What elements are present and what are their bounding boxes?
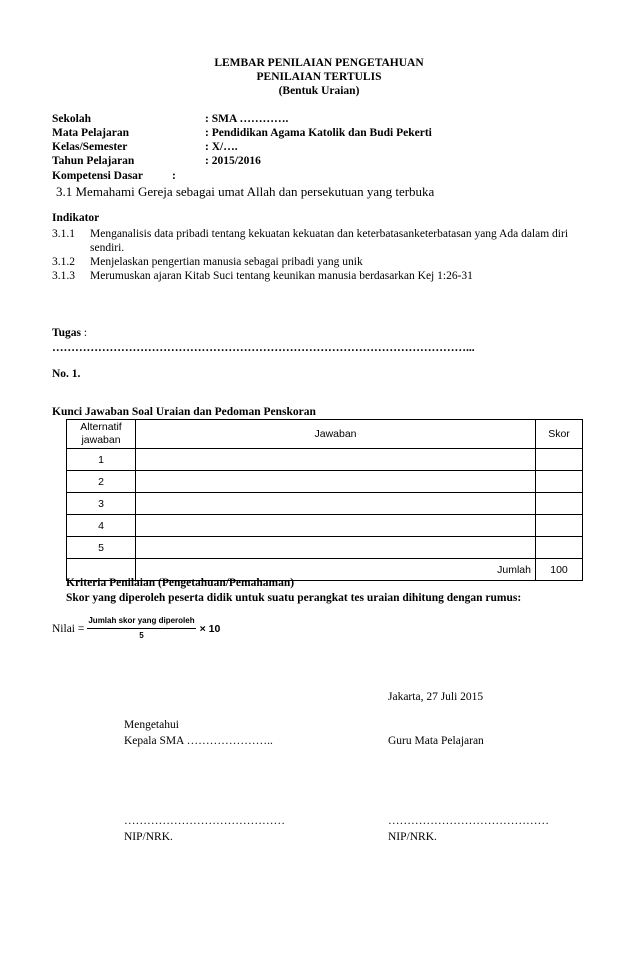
table-header-row — [67, 420, 583, 449]
jumlah-value: 100 — [536, 559, 583, 581]
mengetahui-label: Mengetahui — [124, 719, 179, 731]
kd-text: 3.1 Memahami Gereja sebagai umat Allah dan persekutuan yang terbuka — [56, 184, 435, 199]
kriteria-text: Skor yang diperoleh peserta didik untuk suatu perangkat tes uraian dihitung dengan rumus: — [66, 592, 522, 604]
table-row — [67, 449, 583, 471]
score-cell[interactable] — [536, 471, 583, 493]
table-row — [67, 493, 583, 515]
answer-cell[interactable] — [136, 537, 536, 559]
info-value-sekolah: : SMA …………. — [205, 113, 289, 125]
formula-denominator: 5 — [139, 631, 144, 640]
row-number: 2 — [67, 471, 136, 493]
indikator-label: Indikator — [52, 212, 100, 224]
doc-title: LEMBAR PENILAIAN PENGETAHUAN — [214, 57, 424, 69]
info-value-mapel: : Pendidikan Agama Katolik dan Budi Pekerti — [205, 127, 432, 139]
score-cell[interactable] — [536, 449, 583, 471]
score-cell[interactable] — [536, 515, 583, 537]
question-number: No. 1. — [52, 368, 81, 380]
nip-right: NIP/NRK. — [388, 831, 437, 843]
info-value-tahun: : 2015/2016 — [205, 155, 261, 167]
indikator-num-1: 3.1.1 — [52, 228, 75, 240]
answer-cell[interactable] — [136, 493, 536, 515]
header-alternatif: Alternatif jawaban — [67, 420, 136, 449]
kd-colon: : — [172, 170, 176, 182]
doc-form-type: (Bentuk Uraian) — [278, 85, 360, 97]
indikator-text-1: Menganalisis data pribadi tentang kekuatan kekuatan dan keterbatasanketerbatasan yang Ada dalam diri — [90, 228, 569, 240]
indikator-text-2: Menjelaskan pengertian manusia sebagai pribadi yang unik — [90, 256, 363, 268]
header-jawaban: Jawaban — [136, 420, 536, 449]
jumlah-label: Jumlah — [136, 559, 536, 581]
place-date: Jakarta, 27 Juli 2015 — [388, 691, 484, 703]
nip-left: NIP/NRK. — [124, 831, 173, 843]
kepala-sekolah-label: Kepala SMA ………………….. — [124, 735, 273, 747]
answer-cell[interactable] — [136, 471, 536, 493]
row-number: 4 — [67, 515, 136, 537]
scoring-table — [66, 419, 583, 581]
indikator-text-1-cont: sendiri. — [90, 242, 125, 254]
kd-label: Kompetensi Dasar — [52, 170, 144, 182]
row-number: 3 — [67, 493, 136, 515]
formula — [52, 614, 220, 643]
formula-fraction — [87, 614, 195, 643]
table-row — [67, 471, 583, 493]
tugas-dots: ………………………………………………………………………………………………... — [52, 342, 475, 354]
row-number: 1 — [67, 449, 136, 471]
signature-line-left: …………………………………… — [124, 815, 285, 827]
table-row — [67, 515, 583, 537]
guru-label: Guru Mata Pelajaran — [388, 735, 484, 747]
indikator-num-2: 3.1.2 — [52, 256, 75, 268]
score-cell[interactable] — [536, 537, 583, 559]
info-label-mapel: Mata Pelajaran — [52, 127, 129, 139]
doc-subtitle: PENILAIAN TERTULIS — [256, 71, 382, 83]
info-label-sekolah: Sekolah — [52, 113, 91, 125]
kunci-title: Kunci Jawaban Soal Uraian dan Pedoman Penskoran — [52, 406, 316, 418]
table-row — [67, 537, 583, 559]
formula-numerator: Jumlah skor yang diperoleh — [87, 614, 195, 629]
kriteria-title: Kriteria Penilaian (Pengetahuan/Pemahaman) — [66, 577, 295, 589]
info-value-kelas: : X/…. — [205, 141, 238, 153]
indikator-num-3: 3.1.3 — [52, 270, 75, 282]
info-label-kelas: Kelas/Semester — [52, 141, 128, 153]
answer-cell[interactable] — [136, 449, 536, 471]
tugas-label: Tugas — [52, 327, 81, 339]
indikator-text-3: Merumuskan ajaran Kitab Suci tentang keunikan manusia berdasarkan Kej 1:26-31 — [90, 270, 473, 282]
score-cell[interactable] — [536, 493, 583, 515]
answer-cell[interactable] — [136, 515, 536, 537]
signature-line-right: …………………………………… — [388, 815, 549, 827]
header-skor: Skor — [536, 420, 583, 449]
formula-multiplier: × 10 — [199, 622, 221, 635]
formula-label: Nilai = — [52, 622, 85, 635]
info-label-tahun: Tahun Pelajaran — [52, 155, 135, 167]
tugas-colon: : — [83, 327, 88, 339]
row-number: 5 — [67, 537, 136, 559]
